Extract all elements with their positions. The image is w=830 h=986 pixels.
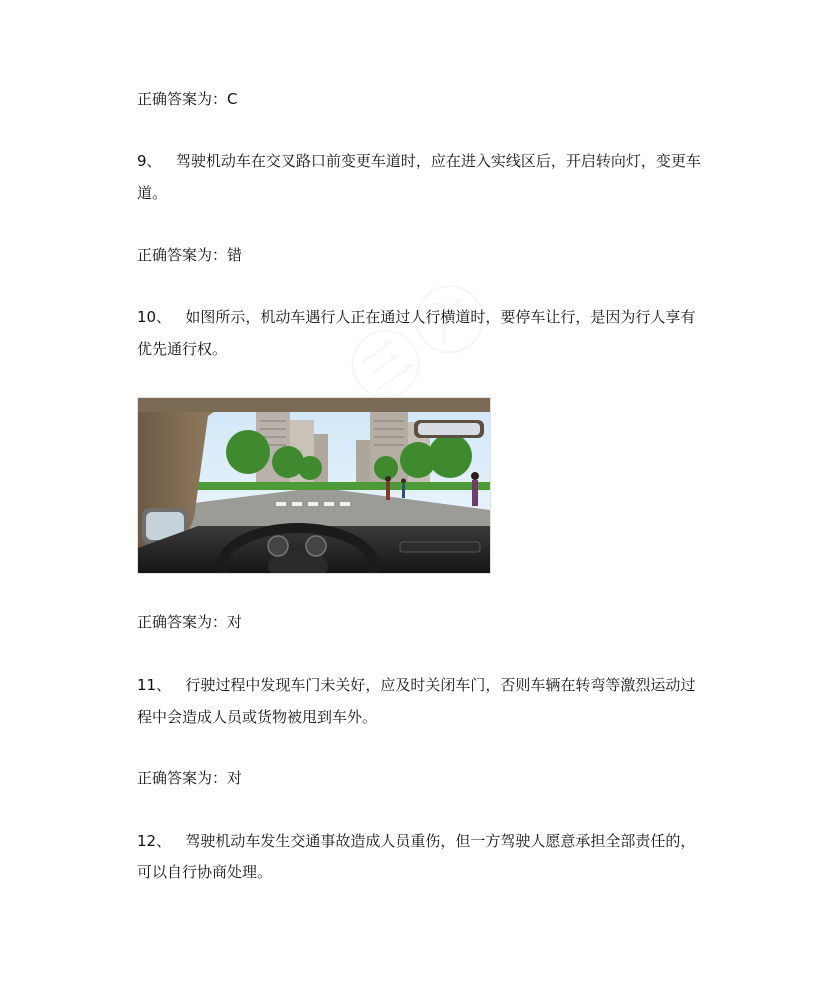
- driver-view-illustration: [137, 397, 491, 574]
- answer-line: 正确答案为：对: [137, 769, 243, 787]
- question-12-line-1: [137, 831, 695, 851]
- question-11-line-2: 程中会造成人员或货物被甩到车外。: [137, 708, 378, 726]
- question-number: 11、: [137, 676, 172, 694]
- answer-line: 正确答案为：错: [137, 246, 243, 264]
- question-text: 驾驶机动车在交叉路口前变更车道时，应在进入实线区后，开启转向灯，变更车: [175, 152, 701, 170]
- question-11-line-1: [137, 675, 695, 695]
- question-text: 驾驶机动车发生交通事故造成人员重伤，但一方驾驶人愿意承担全部责任的，: [185, 832, 696, 850]
- question-9-line-1: [137, 151, 701, 171]
- question-10-line-2: 优先通行权。: [137, 340, 228, 358]
- answer-line: 正确答案为：C: [137, 90, 238, 108]
- question-text: 如图所示，机动车遇行人正在通过人行横道时，要停车让行，是因为行人享有: [185, 308, 696, 326]
- question-text: 行驶过程中发现车门未关好，应及时关闭车门，否则车辆在转弯等激烈运动过: [185, 676, 696, 694]
- question-12-line-2: 可以自行协商处理。: [137, 863, 273, 881]
- question-number: 12、: [137, 832, 172, 850]
- question-9-line-2: 道。: [137, 184, 168, 202]
- question-number: 9、: [137, 152, 162, 170]
- question-number: 10、: [137, 308, 172, 326]
- answer-line: 正确答案为：对: [137, 613, 243, 631]
- question-10-line-1: [137, 307, 695, 327]
